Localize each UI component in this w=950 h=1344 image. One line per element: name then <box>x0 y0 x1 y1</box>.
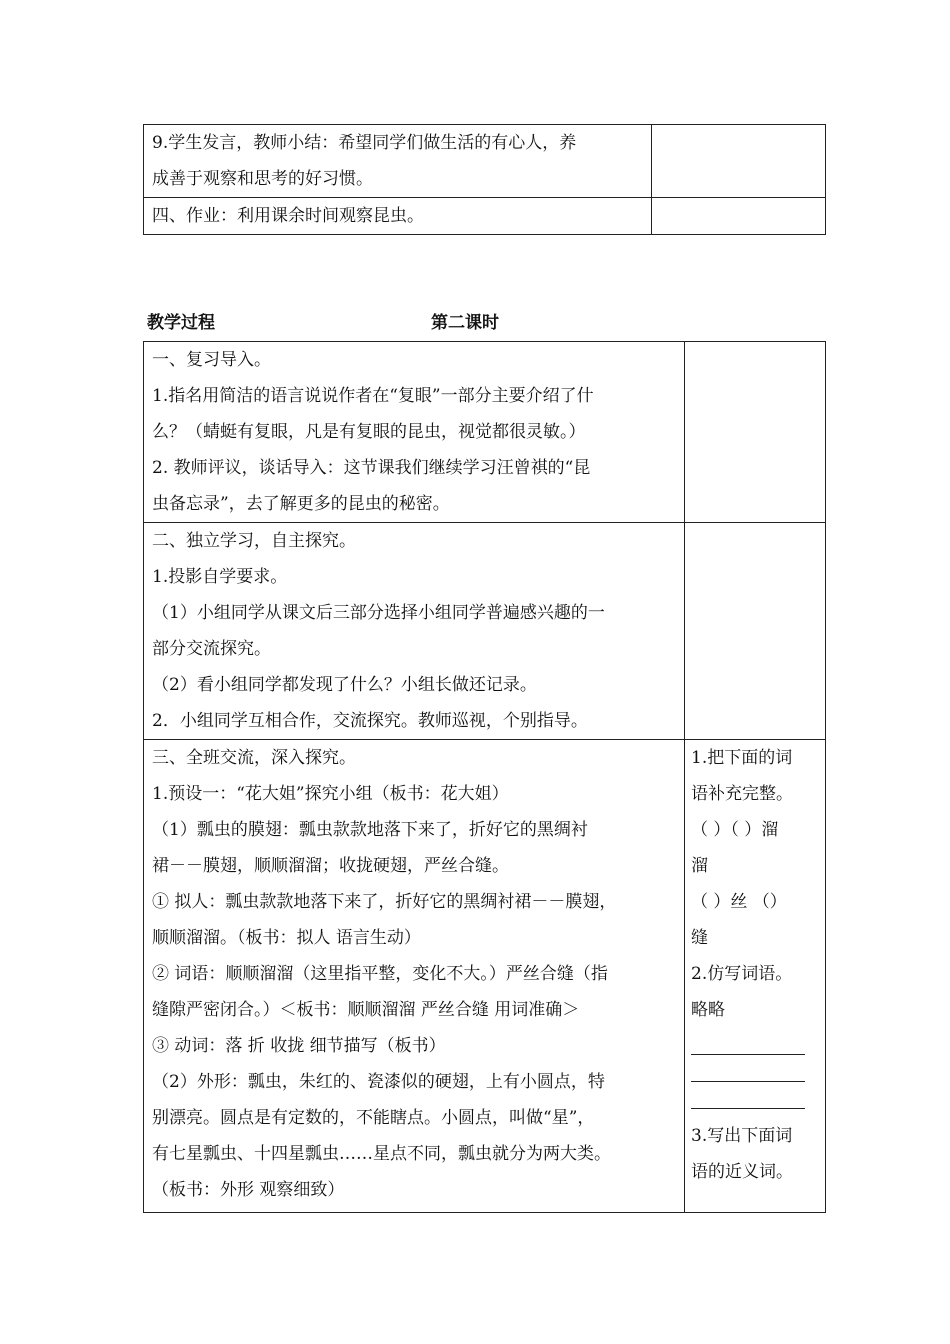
exercise-line: 语的近义词。 <box>691 1162 793 1182</box>
notes-cell <box>685 342 826 523</box>
notes-cell <box>685 523 826 740</box>
notes-cell <box>652 125 826 198</box>
text-line: 9.学生发言，教师小结：希望同学们做生活的有心人，养 <box>152 133 577 153</box>
text-line: 别漂亮。圆点是有定数的，不能瞎点。小圆点，叫做“星”， <box>152 1108 595 1128</box>
section-independent-study-cell <box>144 523 685 740</box>
heading-teaching-process: 教学过程 <box>147 313 215 333</box>
text-line: 2．小组同学互相合作，交流探究。教师巡视，个别指导。 <box>152 711 588 731</box>
exercise-line: 1.把下面的词 <box>691 748 793 768</box>
text-line: 三、全班交流，深入探究。 <box>152 748 356 768</box>
exercise-line: 缝 <box>691 928 708 948</box>
text-line: 缝隙严密闭合。）＜板书：顺顺溜溜 严丝合缝 用词准确＞ <box>152 1000 580 1020</box>
exercise-cell <box>685 740 826 1213</box>
exercise-line: 略略 <box>691 1000 725 1020</box>
text-line: 成善于观察和思考的好习惯。 <box>152 169 373 189</box>
text-line: 部分交流探究。 <box>152 639 271 659</box>
table-row <box>144 523 826 740</box>
section-review-cell <box>144 342 685 523</box>
section-class-discussion-cell <box>144 740 685 1213</box>
table-row <box>144 342 826 523</box>
heading-second-lesson: 第二课时 <box>431 313 499 333</box>
table-cell <box>144 125 652 198</box>
exercise-line: （ ）丝 （） <box>691 892 787 912</box>
table-cell <box>144 198 652 235</box>
table-row <box>144 740 826 1213</box>
text-line: 四、作业：利用课余时间观察昆虫。 <box>152 206 424 226</box>
section-heading <box>143 308 825 334</box>
text-line: 顺顺溜溜。（板书：拟人 语言生动） <box>152 928 421 948</box>
text-line: （板书：外形 观察细致） <box>152 1180 345 1200</box>
text-line: （1）小组同学从课文后三部分选择小组同学普遍感兴趣的一 <box>152 603 605 623</box>
text-line: ③ 动词：落 折 收拢 细节描写（板书） <box>152 1036 446 1056</box>
text-line: （2）看小组同学都发现了什么？小组长做还记录。 <box>152 675 537 695</box>
text-line: ① 拟人：瓢虫款款地落下来了，折好它的黑绸衬裙－－膜翅， <box>152 892 617 912</box>
text-line: 虫备忘录”，去了解更多的昆虫的秘密。 <box>152 494 450 514</box>
notes-cell <box>652 198 826 235</box>
text-line: 2. 教师评议，谈话导入：这节课我们继续学习汪曾祺的“昆 <box>152 458 591 478</box>
text-line: 么？（蜻蜓有复眼，凡是有复眼的昆虫，视觉都很灵敏。） <box>152 422 586 442</box>
text-line: 二、独立学习，自主探究。 <box>152 531 356 551</box>
text-line: 裙－－膜翅，顺顺溜溜；收拢硬翅，严丝合缝。 <box>152 856 509 876</box>
continuation-table <box>143 124 826 235</box>
answer-blank-line <box>691 1040 805 1055</box>
exercise-line: 溜 <box>691 856 708 876</box>
text-line: 1.预设一：“花大姐”探究小组（板书：花大姐） <box>152 784 509 804</box>
exercise-line: 3.写出下面词 <box>691 1126 793 1146</box>
text-line: 一、复习导入。 <box>152 350 271 370</box>
exercise-line: 2.仿写词语。 <box>691 964 793 984</box>
text-line: 有七星瓢虫、十四星瓢虫……星点不同，瓢虫就分为两大类。 <box>152 1144 611 1164</box>
answer-blank-line <box>691 1067 805 1082</box>
text-line: （1）瓢虫的膜翅：瓢虫款款地落下来了，折好它的黑绸衬 <box>152 820 588 840</box>
text-line: ② 词语：顺顺溜溜（这里指平整，变化不大。）严丝合缝（指 <box>152 964 608 984</box>
table-row <box>144 198 826 235</box>
text-line: 1.指名用简洁的语言说说作者在“复眼”一部分主要介绍了什 <box>152 386 594 406</box>
table-row <box>144 125 826 198</box>
exercise-line: （ ）（ ）溜 <box>691 820 779 840</box>
lesson-table <box>143 341 826 1213</box>
exercise-line: 语补充完整。 <box>691 784 793 804</box>
text-line: （2）外形：瓢虫，朱红的、瓷漆似的硬翅，上有小圆点，特 <box>152 1072 605 1092</box>
answer-blank-line <box>691 1094 805 1109</box>
text-line: 1.投影自学要求。 <box>152 567 288 587</box>
